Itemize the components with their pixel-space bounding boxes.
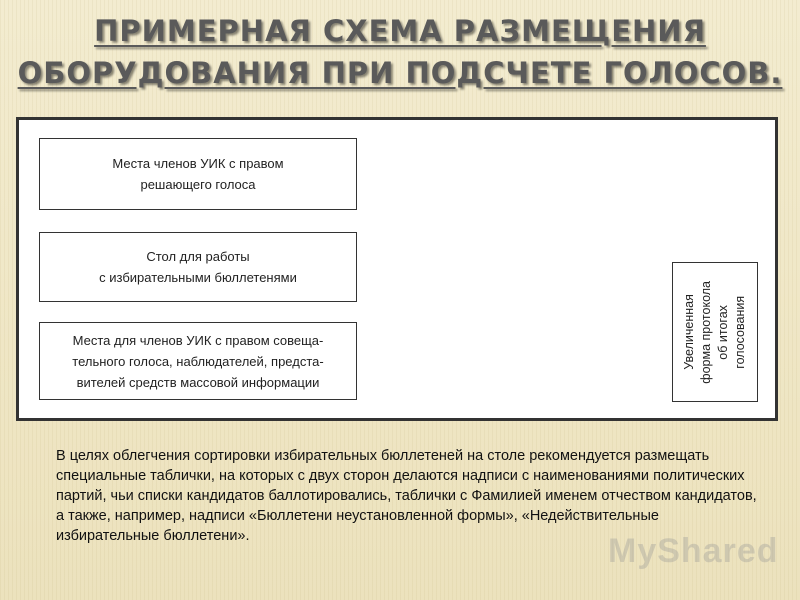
enlarged-protocol-box [672, 262, 758, 402]
slide-title-line-2: ОБОРУДОВАНИЯ ПРИ ПОДСЧЕТЕ ГОЛОСОВ. [17, 56, 783, 90]
voting-members-seats-box: Места членов УИК с правом решающего голоса [39, 138, 357, 210]
ballot-work-table-box: Стол для работы с избирательными бюллетенями [39, 232, 357, 302]
recommendation-paragraph: В целях облегчения сортировки избирательных бюллетеней на столе рекомендуется размещать специальные таблички, на которых с двух сторон делаются надписи с наименованиями политических партий, чьи списки кандидатов баллотировались, таблички с Фамилией именем отчеством кандидатов, а также, например, надписи «Бюллетени неустановленной формы», «Недействительные избирательные бюллетени». [56, 448, 757, 544]
slide-title [0, 10, 800, 94]
enlarged-protocol-label: Увеличенная форма протокола об итогах голосования [682, 280, 747, 384]
slide-title-line-1: ПРИМЕРНАЯ СХЕМА РАЗМЕЩЕНИЯ [94, 14, 706, 48]
watermark: MyShared [608, 532, 779, 570]
layout-diagram [16, 117, 778, 421]
observers-seats-box: Места для членов УИК с правом совеща- тельного голоса, наблюдателей, предста- вителей средств массовой информации [39, 322, 357, 400]
